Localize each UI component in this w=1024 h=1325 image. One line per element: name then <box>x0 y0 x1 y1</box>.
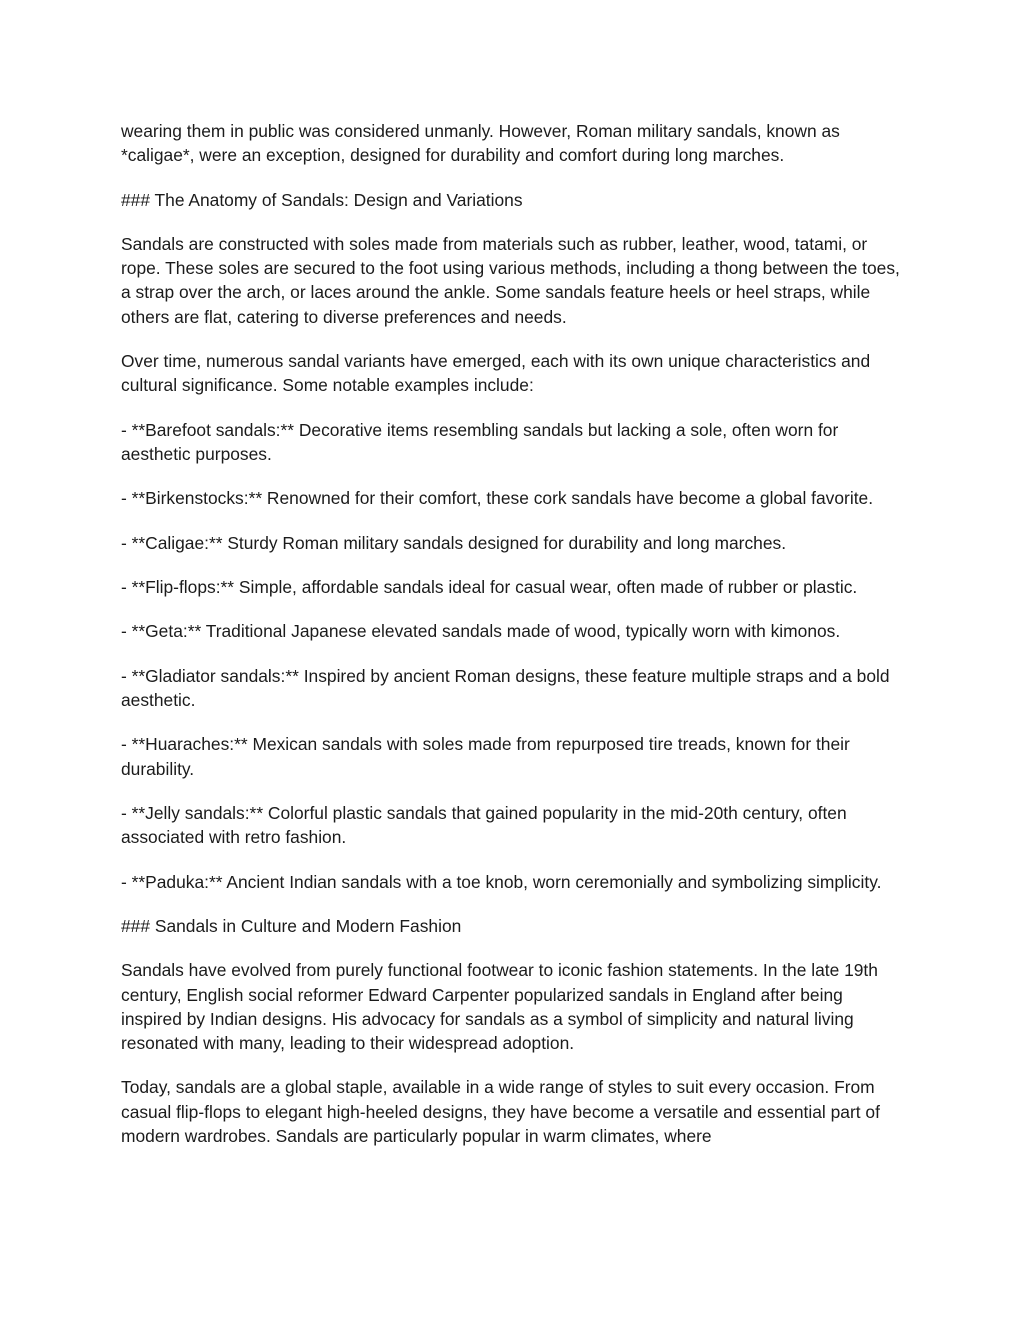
section-heading-culture: ### Sandals in Culture and Modern Fashion <box>121 915 462 936</box>
paragraph-today: Today, sandals are a global staple, available in a wide range of styles to suit every occasion. From casual flip-flops to elegant high-heeled designs, they have become a versatile and essential part of modern wardrobes. Sandals are particularly popular in warm climates, where <box>121 1077 880 1146</box>
list-item-geta: - **Geta:** Traditional Japanese elevated sandals made of wood, typically worn with kimonos. <box>121 621 841 642</box>
list-item-flip-flops: - **Flip-flops:** Simple, affordable sandals ideal for casual wear, often made of rubber or plastic. <box>121 576 858 597</box>
list-item-gladiator-sandals: - **Gladiator sandals:** Inspired by ancient Roman designs, these feature multiple straps and a bold aesthetic. <box>121 665 890 710</box>
list-item-birkenstocks: - **Birkenstocks:** Renowned for their comfort, these cork sandals have become a global favorite. <box>121 488 874 509</box>
section-heading-anatomy: ### The Anatomy of Sandals: Design and Variations <box>121 189 523 210</box>
paragraph-construction: Sandals are constructed with soles made from materials such as rubber, leather, wood, tatami, or rope. These soles are secured to the foot using various methods, including a thong between the toes, a strap over the arch, or laces around the ankle. Some sandals feature heels or heel straps, while others are flat, catering to diverse preferences and needs. <box>121 233 900 327</box>
document-body <box>121 119 906 1168</box>
list-item-huaraches: - **Huaraches:** Mexican sandals with soles made from repurposed tire treads, known for their durability. <box>121 734 850 779</box>
list-item-jelly-sandals: - **Jelly sandals:** Colorful plastic sandals that gained popularity in the mid-20th century, often associated with retro fashion. <box>121 802 847 848</box>
list-item-caligae: - **Caligae:** Sturdy Roman military sandals designed for durability and long marches. <box>121 532 787 553</box>
paragraph-evolution: Sandals have evolved from purely functional footwear to iconic fashion statements. In the late 19th century, English social reformer Edward Carpenter popularized sandals in England after being inspired by Indian designs. His advocacy for sandals as a symbol of simplicity and natural living resonated with many, leading to their widespread adoption. <box>121 960 878 1053</box>
list-item-paduka: - **Paduka:** Ancient Indian sandals with a toe knob, worn ceremonially and symbolizing simplicity. <box>121 871 882 892</box>
paragraph-intro-continuation: wearing them in public was considered unmanly. However, Roman military sandals, known as *caligae*, were an exception, designed for durability and comfort during long marches. <box>121 121 840 166</box>
list-item-barefoot-sandals: - **Barefoot sandals:** Decorative items resembling sandals but lacking a sole, often worn for aesthetic purposes. <box>121 419 839 464</box>
paragraph-variants-intro: Over time, numerous sandal variants have emerged, each with its own unique characteristics and cultural significance. Some notable examples include: <box>121 350 871 396</box>
